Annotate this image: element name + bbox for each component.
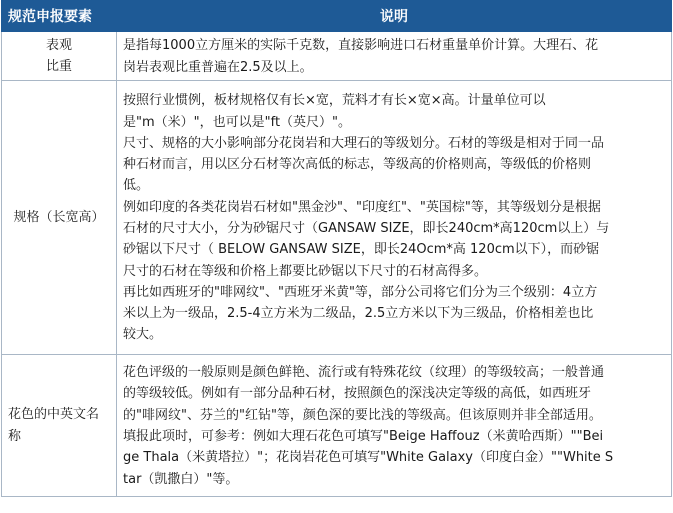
description-paragraph: 按照行业惯例，板材规格仅有长×宽，荒料才有长×宽×高。计量单位可以 是"m（米）"，也可以是"ft（英尺）"。 (123, 93, 546, 130)
table-header-row (2, 1, 672, 32)
row-description (117, 355, 672, 497)
header-col-requirement: 规范申报要素 (2, 1, 117, 32)
row-label: 表观 比重 (2, 32, 117, 81)
table-row-apparent-density (2, 32, 672, 81)
description-paragraph: 花色评级的一般原则是颜色鲜艳、流行或有特殊花纹（纹理）的等级较高；一般普通 的等级较低。例如有一部分品种石材，按照颜色的深浅决定等级的高低，如西班牙 的"啡网纹"、芬兰的"红钻"等，颜色深的要比浅的等级高。但该原则并非全部适用。 填报此项时，可参考：例如大理石花色可填写"Beige Haffouz（米黄哈西斯）""Bei ge Thala（米黄塔拉）"；花岗岩花色可填写"White Galaxy（印度白金）""White S tar（凯撒白）"等。 (123, 365, 614, 487)
description-paragraph: 例如印度的各类花岗岩石材如"黑金沙"、"印度红"、"英国棕"等，其等级划分是根据 石材的尺寸大小，分为砂锯尺寸（GANSAW SIZE，即长240cm*高120cm以上）与 砂锯以下尺寸（ BELOW GANSAW SIZE，即长24Ocm*高 120cm以下），而砂锯 尺寸的石材在等级和价格上都要比砂锯以下尺寸的石材高得多。 (123, 199, 610, 279)
declaration-elements-table (1, 0, 672, 497)
row-label: 花色的中英文名 称 (2, 355, 117, 497)
header-col-description: 说明 (117, 1, 672, 32)
description-paragraph: 尺寸、规格的大小影响部分花岗岩和大理石的等级划分。石材的等级是相对于同一品 种石材而言，用以区分石材等次高低的标志，等级高的价格则高，等级低的价格则 低。 (123, 135, 605, 194)
table-row-color-name (2, 355, 672, 497)
description-paragraph: 是指每1000立方厘米的实际千克数，直接影响进口石材重量单价计算。大理石、花 岗岩表观比重普遍在2.5及以上。 (123, 38, 599, 75)
row-label: 规格（长宽高） (2, 81, 117, 355)
table-row-specification (2, 81, 672, 355)
row-description (117, 81, 672, 355)
row-description (117, 32, 672, 81)
description-paragraph: 再比如西班牙的"啡网纹"、"西班牙米黄"等，部分公司将它们分为三个级别：4立方 米以上为一级品，2.5-4立方米为二级品，2.5立方米以下为三级品，价格相差也比 较大。 (123, 284, 598, 343)
declaration-elements-table-wrap (1, 0, 671, 497)
